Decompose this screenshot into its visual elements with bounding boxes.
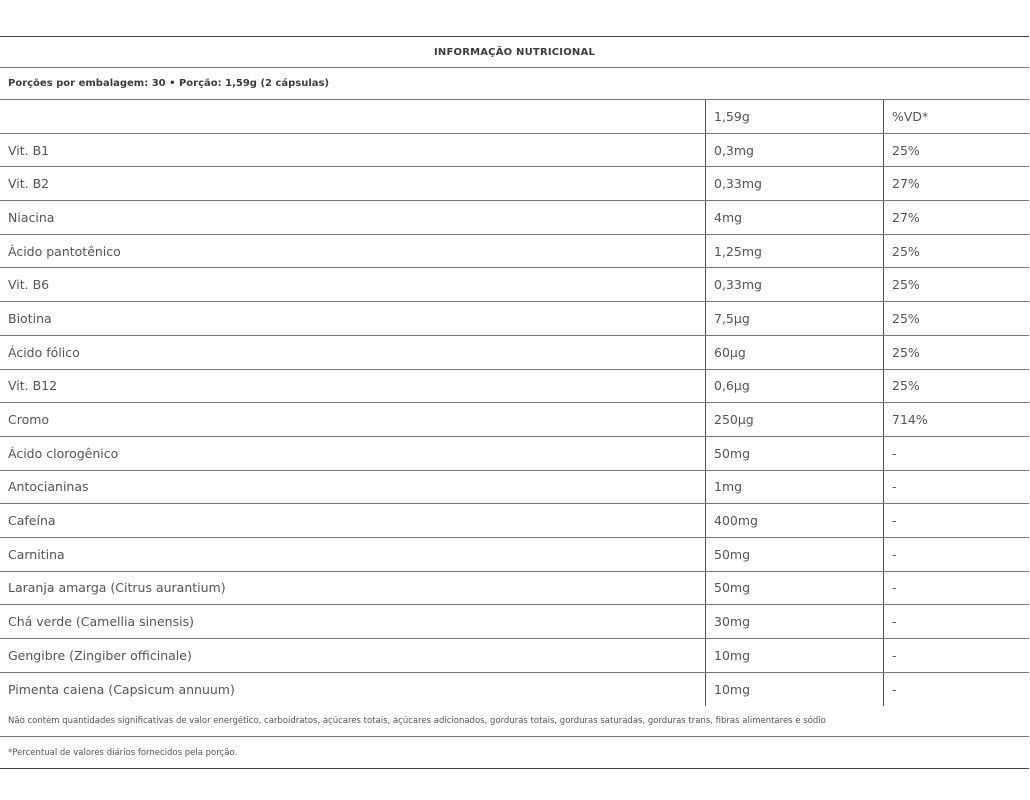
dv-cell: 714%: [892, 412, 928, 428]
dv-cell: 25%: [892, 378, 920, 394]
table-row: [0, 201, 1029, 235]
nutrient-cell: Vit. B12: [0, 370, 706, 403]
nutrient-cell: Cafeína: [0, 504, 706, 537]
dv-cell: 27%: [892, 176, 920, 192]
nutrient-cell: Vit. B2: [0, 167, 706, 200]
table-body: [0, 134, 1029, 707]
nutrient-cell: Biotina: [0, 302, 706, 335]
dv-cell: 25%: [892, 243, 920, 259]
amount-cell: 50mg: [706, 572, 884, 605]
nutrient-cell: Cromo: [0, 403, 706, 436]
table-row: [0, 471, 1029, 505]
dv-cell: -: [892, 614, 897, 630]
nutrition-table: [0, 36, 1029, 769]
footnote-not-significant: Não contém quantidades significativas de valor energético, carboidratos, açúcares totais, açúcares adicionados, gorduras totais, gorduras saturadas, gorduras trans, fibras alimentares e sódio: [0, 706, 1029, 737]
dv-cell: 25%: [892, 277, 920, 293]
amount-cell: 0,3mg: [706, 134, 884, 167]
amount-cell: 0,33mg: [706, 167, 884, 200]
amount-cell: 250µg: [706, 403, 884, 436]
table-row: [0, 605, 1029, 639]
amount-cell: 1mg: [706, 471, 884, 504]
table-row: [0, 538, 1029, 572]
table-title: INFORMAÇÃO NUTRICIONAL: [0, 37, 1029, 68]
header-nutrient: [0, 100, 706, 133]
table-row: [0, 572, 1029, 606]
amount-cell: 0,33mg: [706, 268, 884, 301]
dv-cell: -: [892, 546, 897, 562]
amount-cell: 0,6µg: [706, 370, 884, 403]
amount-cell: 50mg: [706, 538, 884, 571]
amount-cell: 400mg: [706, 504, 884, 537]
amount-cell: 10mg: [706, 673, 884, 707]
nutrient-cell: Antocianinas: [0, 471, 706, 504]
dv-cell: -: [892, 580, 897, 596]
nutrient-cell: Laranja amarga (Citrus aurantium): [0, 572, 706, 605]
nutrient-cell: Gengibre (Zingiber officinale): [0, 639, 706, 672]
table-row: [0, 673, 1029, 707]
header-dv: %VD*: [892, 108, 929, 124]
amount-cell: 7,5µg: [706, 302, 884, 335]
nutrient-cell: Niacina: [0, 201, 706, 234]
table-row: [0, 370, 1029, 404]
dv-cell: -: [892, 647, 897, 663]
amount-cell: 1,25mg: [706, 235, 884, 268]
table-header-row: [0, 100, 1029, 134]
table-row: [0, 302, 1029, 336]
header-amount: 1,59g: [706, 100, 884, 133]
table-row: [0, 235, 1029, 269]
dv-cell: -: [892, 513, 897, 529]
dv-cell: 27%: [892, 209, 920, 225]
footnote-daily-values: *Percentual de valores diários fornecidos pela porção.: [8, 747, 238, 758]
table-row: [0, 437, 1029, 471]
nutrient-cell: Ácido clorogênico: [0, 437, 706, 470]
table-row: [0, 504, 1029, 538]
nutrient-cell: Pimenta caiena (Capsicum annuum): [0, 673, 706, 707]
table-row: [0, 167, 1029, 201]
table-row: [0, 403, 1029, 437]
dv-cell: -: [892, 445, 897, 461]
nutrient-cell: Vit. B6: [0, 268, 706, 301]
dv-cell: 25%: [892, 344, 920, 360]
amount-cell: 4mg: [706, 201, 884, 234]
servings-info: Porções por embalagem: 30 • Porção: 1,59g (2 cápsulas): [0, 68, 1029, 100]
nutrient-cell: Chá verde (Camellia sinensis): [0, 605, 706, 638]
table-row: [0, 639, 1029, 673]
table-row: [0, 336, 1029, 370]
nutrient-cell: Ácido fólico: [0, 336, 706, 369]
dv-cell: 25%: [892, 142, 920, 158]
dv-cell: 25%: [892, 310, 920, 326]
nutrient-cell: Carnitina: [0, 538, 706, 571]
amount-cell: 50mg: [706, 437, 884, 470]
nutrient-cell: Vit. B1: [0, 134, 706, 167]
dv-cell: -: [892, 682, 897, 698]
nutrient-cell: Ácido pantotênico: [0, 235, 706, 268]
table-row: [0, 134, 1029, 168]
amount-cell: 10mg: [706, 639, 884, 672]
amount-cell: 30mg: [706, 605, 884, 638]
amount-cell: 60µg: [706, 336, 884, 369]
dv-cell: -: [892, 479, 897, 495]
table-row: [0, 268, 1029, 302]
